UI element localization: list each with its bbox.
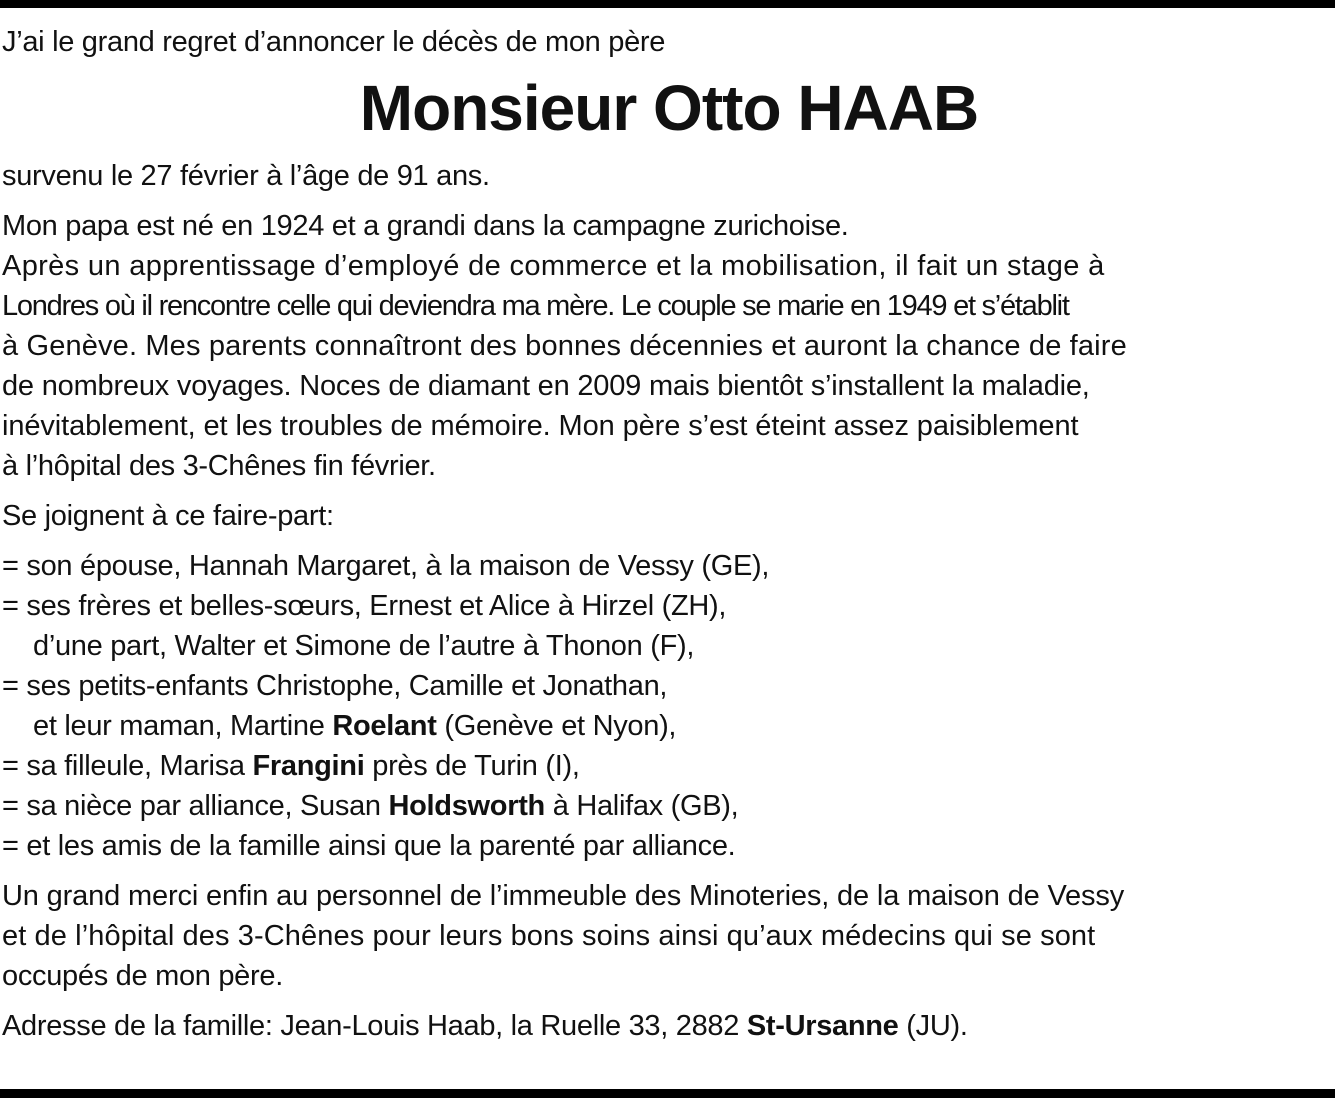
family-text: près de Turin (I), (364, 750, 580, 782)
thanks-line: et de l’hôpital des 3-Chênes pour leurs bons soins ainsi qu’aux médecins qui se sont (2, 920, 1096, 952)
thanks-paragraph (2, 876, 1335, 996)
bio-line: de nombreux voyages. Noces de diamant en 2009 mais bientôt s’installent la maladie, (2, 370, 1090, 402)
thanks-line: occupés de mon père. (2, 960, 283, 992)
family-text: = sa filleule, Marisa (2, 750, 253, 782)
family-item (2, 746, 1335, 786)
bio-line: à l’hôpital des 3-Chênes fin février. (2, 450, 436, 482)
bio-line: Mon papa est né en 1924 et a grandi dans la campagne zurichoise. (2, 210, 849, 242)
family-surname: Holdsworth (388, 790, 545, 822)
family-address (2, 1006, 1335, 1046)
family-surname: Frangini (252, 750, 365, 782)
family-item: = son épouse, Hannah Margaret, à la maison de Vessy (GE), (2, 550, 770, 582)
death-notice (2, 22, 1335, 1046)
family-text: à Halifax (GB), (544, 790, 739, 822)
death-date-text: survenu le 27 février à l’âge de 91 ans. (2, 160, 490, 192)
family-item-continued (2, 706, 1335, 746)
deceased-name: Monsieur Otto HAAB (359, 72, 979, 144)
family-text: et leur maman, Martine (33, 710, 333, 742)
thanks-line: Un grand merci enfin au personnel de l’immeuble des Minoteries, de la maison de Vessy (2, 880, 1125, 912)
family-item: = et les amis de la famille ainsi que la parenté par alliance. (2, 830, 736, 862)
family-item: = ses frères et belles-sœurs, Ernest et Alice à Hirzel (ZH), (2, 590, 727, 622)
bio-line: Londres où il rencontre celle qui deviendra ma mère. Le couple se marie en 1949 et s’établit (2, 290, 1069, 322)
address-town: St-Ursanne (746, 1010, 899, 1042)
family-text: (Genève et Nyon), (436, 710, 677, 742)
bio-line: Après un apprentissage d’employé de commerce et la mobilisation, il fait un stage à (2, 250, 1105, 282)
family-surname: Roelant (332, 710, 437, 742)
family-text: = sa nièce par alliance, Susan (2, 790, 389, 822)
family-item (2, 786, 1335, 826)
address-text: (JU). (898, 1010, 968, 1042)
intro-text: J’ai le grand regret d’annoncer le décès de mon père (2, 26, 666, 58)
family-item: = ses petits-enfants Christophe, Camille et Jonathan, (2, 670, 668, 702)
biography (2, 206, 1335, 486)
family-item-continued: d’une part, Walter et Simone de l’autre à Thonon (F), (33, 630, 695, 662)
address-text: Adresse de la famille: Jean-Louis Haab, la Ruelle 33, 2882 (2, 1010, 747, 1042)
bio-line: à Genève. Mes parents connaîtront des bonnes décennies et auront la chance de faire (2, 330, 1127, 362)
bottom-rule (0, 1089, 1335, 1098)
join-intro: Se joignent à ce faire-part: (2, 500, 334, 532)
family-list (2, 546, 1335, 866)
top-rule (0, 0, 1335, 8)
bio-line: inévitablement, et les troubles de mémoire. Mon père s’est éteint assez paisiblement (2, 410, 1079, 442)
